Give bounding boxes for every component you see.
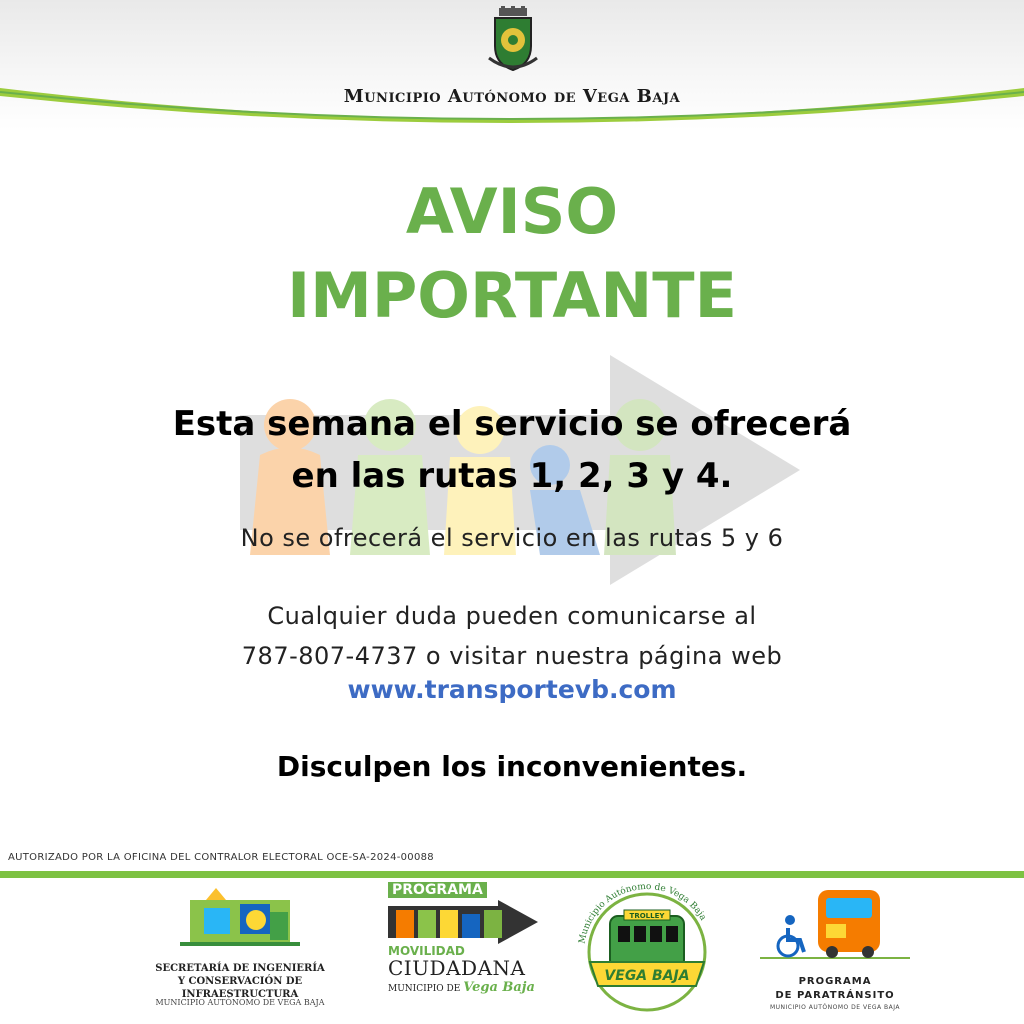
trolley-banner: VEGA BAJA — [604, 968, 690, 984]
footer-divider — [0, 871, 1024, 878]
routes-not-served-text: No se ofrecerá el servicio en las rutas 5 y 6 — [240, 524, 784, 552]
contact-info — [0, 596, 1024, 676]
movilidad-municipality — [388, 980, 535, 995]
contact-line2: 787-807-4737 o visitar nuestra página web — [241, 642, 783, 670]
website-link[interactable]: www.transportevb.com — [347, 675, 677, 704]
infrastructure-icon — [120, 882, 360, 960]
municipio-de-label: MUNICIPIO DE — [388, 984, 461, 994]
service-headline — [0, 398, 1024, 502]
ingenieria-line2: Y CONSERVACIÓN DE INFRAESTRUCTURA — [177, 976, 303, 1000]
movilidad-label: MOVILIDAD — [388, 944, 465, 958]
ciudadana-label: CIUDADANA — [388, 956, 526, 980]
trolley-icon — [572, 882, 722, 1012]
authorization-notice: AUTORIZADO POR LA OFICINA DEL CONTRALOR ELECTORAL OCE-SA-2024-00088 — [8, 852, 434, 863]
coat-of-arms-seal — [485, 6, 541, 78]
paratransit-bus-icon — [760, 882, 910, 966]
notice-title-line2: IMPORTANTE — [287, 259, 737, 332]
notice-title-line1: AVISO — [405, 175, 619, 248]
headline-line2: en las rutas 1, 2, 3 y 4. — [291, 456, 733, 496]
notice-title — [0, 170, 1024, 338]
movilidad-ciudadana-logo — [388, 882, 548, 1012]
trolley-vega-baja-logo — [572, 882, 722, 1012]
ingenieria-logo — [120, 882, 360, 1012]
movilidad-arrow-icon — [388, 900, 538, 944]
ingenieria-line1: SECRETARÍA DE INGENIERÍA — [155, 963, 325, 974]
vega-baja-script: Vega Baja — [463, 980, 535, 995]
paratransito-logo — [760, 882, 910, 1012]
trolley-sign: TROLLEY — [629, 912, 665, 920]
ingenieria-title — [120, 962, 360, 1001]
ingenieria-municipality: MUNICIPIO AUTÓNOMO DE VEGA BAJA — [155, 998, 325, 1007]
headline-line1: Esta semana el servicio se ofrecerá — [172, 404, 852, 444]
programa-label: PROGRAMA — [388, 882, 487, 898]
paratransito-line2: DE PARATRÁNSITO — [775, 990, 895, 1001]
apology-text: Disculpen los inconvenientes. — [276, 750, 748, 783]
paratransito-municipality: MUNICIPIO AUTÓNOMO DE VEGA BAJA — [769, 1004, 901, 1011]
paratransito-line1: PROGRAMA — [798, 976, 872, 987]
trolley-arc-text: Municipio Autónomo de Vega Baja — [577, 882, 708, 945]
contact-line1: Cualquier duda pueden comunicarse al — [267, 602, 757, 630]
municipality-name: Municipio Autónomo de Vega Baja — [343, 86, 681, 107]
